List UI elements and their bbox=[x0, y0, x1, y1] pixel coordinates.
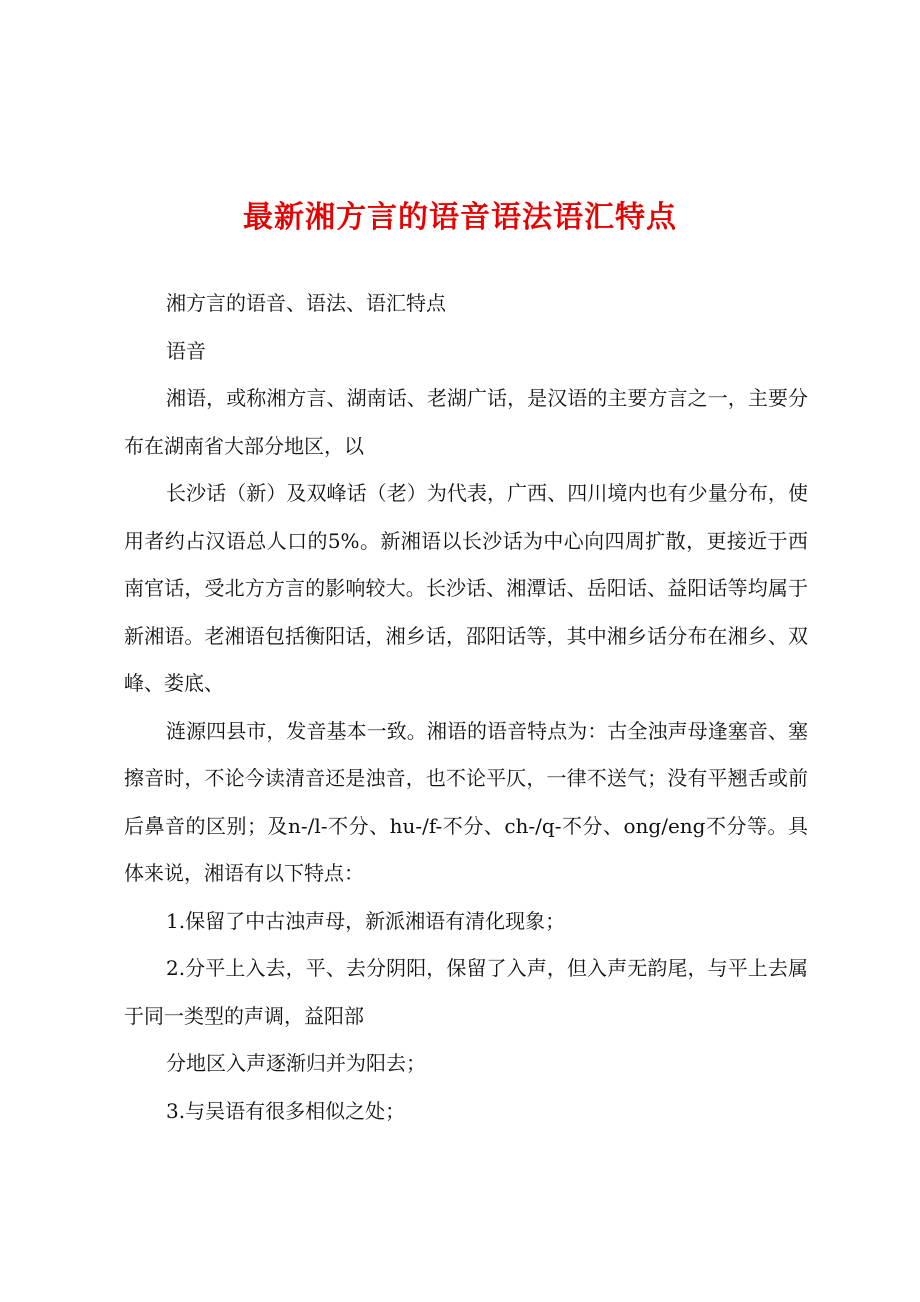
document-body bbox=[124, 280, 808, 1135]
paragraph: 长沙话（新）及双峰话（老）为代表，广西、四川境内也有少量分布，使用者约占汉语总人口的5%。新湘语以长沙话为中心向四周扩散，更接近于西南官话，受北方方言的影响较大。长沙话、湘潭话、岳阳话、益阳话等均属于新湘语。老湘语包括衡阳话，湘乡话，邵阳话等，其中湘乡话分布在湘乡、双峰、娄底、 bbox=[124, 481, 808, 695]
paragraph: 分地区入声逐渐归并为阳去； bbox=[166, 1051, 426, 1075]
paragraph-subtitle: 湘方言的语音、语法、语汇特点 bbox=[166, 291, 446, 315]
paragraph: 湘语，或称湘方言、湖南话、老湖广话，是汉语的主要方言之一，主要分布在湖南省大部分地区，以 bbox=[124, 386, 808, 458]
paragraph: 涟源四县市，发音基本一致。湘语的语音特点为：古全浊声母逢塞音、塞擦音时，不论今读清音还是浊音，也不论平仄，一律不送气；没有平翘舌或前后鼻音的区别；及n-/l-不分、hu-/f-不分、ch-/q-不分、ong/eng不分等。具体来说，湘语有以下特点： bbox=[124, 718, 808, 885]
paragraph-section-heading: 语音 bbox=[166, 338, 206, 363]
list-item: 2.分平上入去，平、去分阴阳，保留了入声，但入声无韵尾，与平上去属于同一类型的声调，益阳部 bbox=[124, 956, 808, 1028]
document-title: 最新湘方言的语音语法语汇特点 bbox=[243, 200, 677, 235]
list-item: 1.保留了中古浊声母，新派湘语有清化现象； bbox=[166, 908, 566, 933]
list-item: 3.与吴语有很多相似之处； bbox=[166, 1098, 406, 1123]
